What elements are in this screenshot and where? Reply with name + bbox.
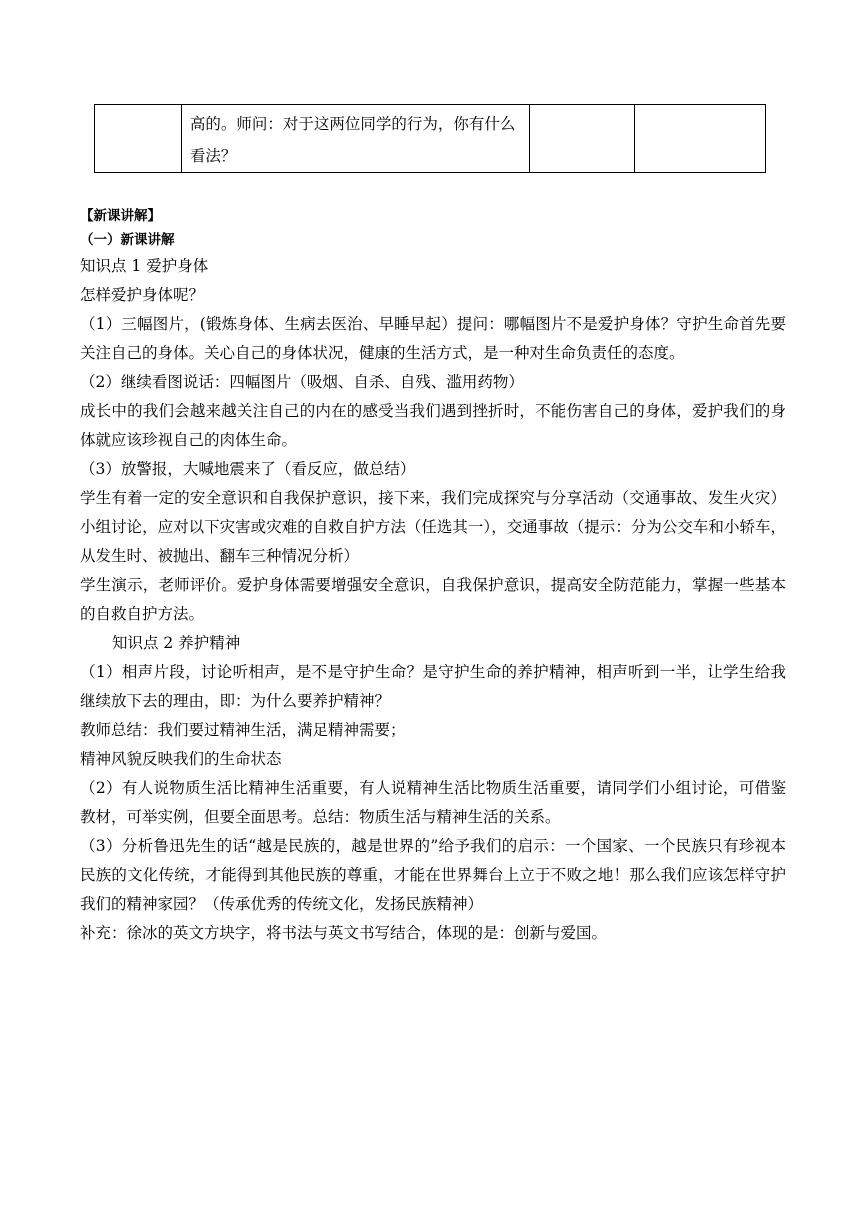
paragraph: 学生有着一定的安全意识和自我保护意识，接下来，我们完成探究与分享活动（交通事故、发生火灾）小组讨论，应对以下灾害或灾难的自救自护方法（任选其一），交通事故（提示：分为公交车和小轿车，从发生时、被抛出、翻车三种情况分析） [80, 489, 786, 565]
table-cell [181, 105, 529, 173]
paragraph: 补充：徐冰的英文方块字，将书法与英文书写结合，体现的是：创新与爱国。 [80, 924, 608, 942]
paragraph: （2）继续看图说话：四幅图片（吸烟、自杀、自残、滥用药物） [80, 373, 524, 391]
table-cell [95, 105, 182, 173]
paragraph: （1）三幅图片，(锻炼身体、生病去医治、早睡早起）提问：哪幅图片不是爱护身体？守护生命首先要关注自己的身体。关心自己的身体状况，健康的生活方式，是一种对生命负责任的态度。 [80, 315, 786, 362]
table-cell-text [635, 105, 765, 108]
lesson-table [94, 104, 766, 173]
paragraph: 成长中的我们会越来越关注自己的内在的感受当我们遇到挫折时，不能伤害自己的身体，爱护我们的身体就应该珍视自己的肉体生命。 [80, 402, 786, 449]
paragraph: （2）有人说物质生活比精神生活重要，有人说精神生活比物质生活重要，请同学们小组讨论，可借鉴教材，可举实例，但要全面思考。总结：物质生活与精神生活的关系。 [80, 779, 786, 826]
table-cell-text [95, 105, 181, 108]
table-cell-text: 高的。师问：对于这两位同学的行为，你有什么看法？ [189, 115, 516, 165]
paragraph: 精神风貌反映我们的生命状态 [80, 750, 282, 768]
section-heading: 【新课讲解】 [80, 208, 161, 224]
table-cell-text [530, 105, 634, 108]
table-cell [530, 105, 635, 173]
paragraph: （3）分析鲁迅先生的话“越是民族的，越是世界的”给予我们的启示：一个国家、一个民族只有珍视本民族的文化传统，才能得到其他民族的尊重，才能在世界舞台上立于不败之地！那么我们应该怎样守护我们的精神家园？（传承优秀的传统文化，发扬民族精神） [80, 837, 786, 913]
paragraph: 教师总结：我们要过精神生活，满足精神需要； [80, 721, 406, 739]
paragraph: （3）放警报，大喊地震来了（看反应，做总结） [80, 460, 416, 478]
knowledge-point-title: 知识点 2 养护精神 [112, 634, 241, 652]
subsection-heading: （一）新课讲解 [80, 232, 175, 248]
paragraph: 学生演示，老师评价。爱护身体需要增强安全意识，自我保护意识，提高安全防范能力，掌握一些基本的自救自护方法。 [80, 576, 786, 623]
knowledge-point-title: 知识点 1 爱护身体 [80, 257, 209, 275]
table-cell [635, 105, 766, 173]
table-row [95, 105, 766, 173]
paragraph: 怎样爱护身体呢？ [80, 286, 205, 304]
lesson-content [80, 204, 786, 948]
paragraph: （1）相声片段，讨论听相声，是不是守护生命？是守护生命的养护精神，相声听到一半，让学生给我继续放下去的理由，即：为什么要养护精神？ [80, 663, 786, 710]
